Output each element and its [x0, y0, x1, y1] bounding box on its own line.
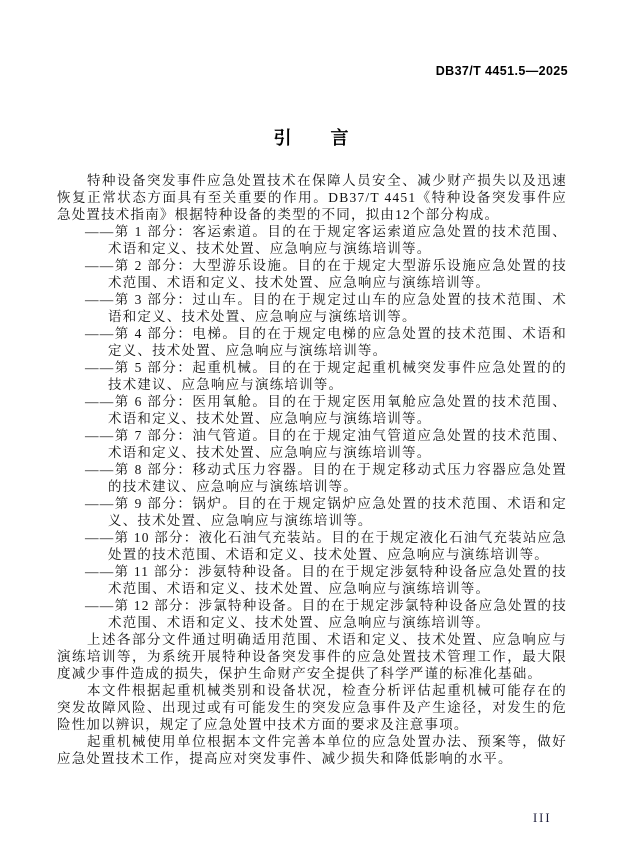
- part-item-3: ——第 3 部分：过山车。目的在于规定过山车的应急处置的技术范围、术语和定义、技术处置、应急响应与演练培训等。: [85, 292, 567, 324]
- closing-paragraph-3: 起重机械使用单位根据本文件完善本单位的应急处置办法、预案等，做好应急处置技术工作，提高应对突发事件、减少损失和降低影响的水平。: [57, 734, 567, 766]
- part-item-1: ——第 1 部分：客运索道。目的在于规定客运索道应急处置的技术范围、术语和定义、技术处置、应急响应与演练培训等。: [85, 224, 567, 256]
- page-number: III: [533, 811, 552, 825]
- part-item-5: ——第 5 部分：起重机械。目的在于规定起重机械突发事件应急处置的的技术建议、应急响应与演练培训等。: [85, 360, 567, 392]
- part-item-9: ——第 9 部分：锅炉。目的在于规定锅炉应急处置的技术范围、术语和定义、技术处置、应急响应与演练培训等。: [85, 496, 567, 528]
- part-item-8: ——第 8 部分：移动式压力容器。目的在于规定移动式压力容器应急处置的技术建议、应急响应与演练培训等。: [85, 462, 567, 494]
- standard-number: DB37/T 4451.5—2025: [435, 64, 568, 78]
- document-body: [57, 172, 567, 767]
- part-item-11: ——第 11 部分：涉氨特种设备。目的在于规定涉氨特种设备应急处置的技术范围、术语和定义、技术处置、应急响应与演练培训等。: [85, 564, 567, 596]
- part-item-7: ——第 7 部分：油气管道。目的在于规定油气管道应急处置的技术范围、术语和定义、技术处置、应急响应与演练培训等。: [85, 428, 567, 460]
- closing-paragraph-1: 上述各部分文件通过明确适用范围、术语和定义、技术处置、应急响应与演练培训等，为系统开展特种设备突发事件的应急处置技术管理工作，最大限度减少事件造成的损失，保护生命财产安全提供了科学严谨的标准化基础。: [57, 632, 567, 681]
- part-item-2: ——第 2 部分：大型游乐设施。目的在于规定大型游乐设施应急处置的技术范围、术语和定义、技术处置、应急响应与演练培训等。: [85, 258, 567, 290]
- intro-paragraph: 特种设备突发事件应急处置技术在保障人员安全、减少财产损失以及迅速恢复正常状态方面具有至关重要的作用。DB37/T 4451《特种设备突发事件应急处置技术指南》根据特种设备的类型的不同，拟由12个部分构成。: [57, 173, 567, 222]
- page-title: 引 言: [273, 128, 350, 148]
- part-item-4: ——第 4 部分：电梯。目的在于规定电梯的应急处置的技术范围、术语和定义、技术处置、应急响应与演练培训等。: [85, 326, 567, 358]
- part-item-10: ——第 10 部分：液化石油气充装站。目的在于规定液化石油气充装站应急处置的技术范围、术语和定义、技术处置、应急响应与演练培训等。: [85, 530, 567, 562]
- closing-paragraph-2: 本文件根据起重机械类别和设备状况，检查分析评估起重机械可能存在的突发故障风险、出现过或有可能发生的突发应急事件及产生途径，对发生的危险性加以辨识，规定了应急处置中技术方面的要求及注意事项。: [57, 683, 567, 732]
- part-item-12: ——第 12 部分：涉氯特种设备。目的在于规定涉氯特种设备应急处置的技术范围、术语和定义、技术处置、应急响应与演练培训等。: [85, 598, 567, 630]
- part-item-6: ——第 6 部分：医用氧舱。目的在于规定医用氧舱应急处置的技术范围、术语和定义、技术处置、应急响应与演练培训等。: [85, 394, 567, 426]
